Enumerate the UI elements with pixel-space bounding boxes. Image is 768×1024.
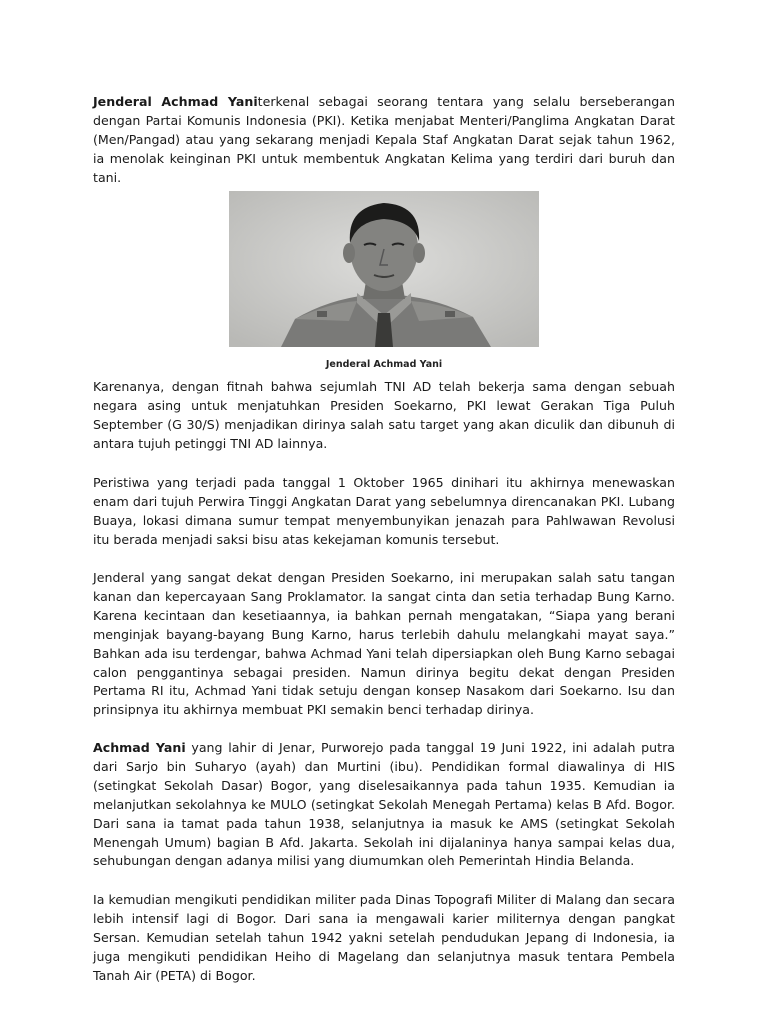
paragraph-4 bbox=[93, 739, 675, 871]
paragraph-5: Ia kemudian mengikuti pendidikan militer pada Dinas Topografi Militer di Malang dan secara lebih intensif lagi di Bogor. Dari sana ia mengawali karier militernya dengan pangkat Sersan. Kemudian setelah tahun 1942 yakni setelah pendudukan Jepang di Indonesia, ia juga mengikuti pendidikan Heiho di Magelang dan selanjutnya masuk tentara Pembela Tanah Air (PETA) di Bogor. bbox=[93, 892, 675, 983]
intro-lead-name: Jenderal Achmad Yani bbox=[93, 94, 258, 109]
paragraph-4-lead-name: Achmad Yani bbox=[93, 740, 186, 755]
paragraph-2: Peristiwa yang terjadi pada tanggal 1 Oktober 1965 dinihari itu akhirnya menewaskan enam dari tujuh Perwira Tinggi Angkatan Darat yang sebelumnya direncanakan PKI. Lubang Buaya, lokasi dimana sumur tempat menyembunyikan jenazah para Pahlwawan Revolusi itu berada menjadi saksi bisu atas kekejaman komunis tersebut. bbox=[93, 475, 675, 547]
paragraph-3: Jenderal yang sangat dekat dengan Presiden Soekarno, ini merupakan salah satu tangan kanan dan kepercayaan Sang Proklamator. Ia sangat cinta dan setia terhadap Bung Karno. Karena kecintaan dan kesetiaannya, ia bahkan pernah mengatakan, “Siapa yang berani menginjak bayang-bayang Bung Karno, harus terlebih dahulu melangkahi mayat saya.” Bahkan ada isu terdengar, bahwa Achmad Yani telah dipersiapkan oleh Bung Karno sebagai calon penggantinya sebagai presiden. Namun dirinya begitu dekat dengan Presiden Pertama RI itu, Achmad Yani tidak setuju dengan konsep Nasakom dari Soekarno. Isu dan prinsipnya itu akhirnya membuat PKI semakin benci terhadap dirinya. bbox=[93, 570, 675, 718]
portrait-photo bbox=[229, 191, 539, 347]
photo-caption: Jenderal Achmad Yani bbox=[325, 359, 443, 370]
intro-paragraph bbox=[93, 93, 675, 188]
portrait-image bbox=[229, 191, 539, 347]
intro-text: terkenal sebagai seorang tentara yang selalu berseberangan dengan Partai Komunis Indonesia (PKI). Ketika menjabat Menteri/Panglima Angkatan Darat (Men/Pangad) atau yang sekarang menjadi Kepala Staf Angkatan Darat sejak tahun 1962, ia menolak keinginan PKI untuk membentuk Angkatan Kelima yang terdiri dari buruh dan tani. bbox=[93, 94, 675, 185]
paragraph-1: Karenanya, dengan fitnah bahwa sejumlah TNI AD telah bekerja sama dengan sebuah negara asing untuk menjatuhkan Presiden Soekarno, PKI lewat Gerakan Tiga Puluh September (G 30/S) menjadikan dirinya salah satu target yang akan diculik dan dibunuh di antara tujuh petinggi TNI AD lainnya. bbox=[93, 379, 675, 451]
paragraph-4-text: yang lahir di Jenar, Purworejo pada tanggal 19 Juni 1922, ini adalah putra dari Sarjo bin Suharyo (ayah) dan Murtini (ibu). Pendidikan formal diawalinya di HIS (setingkat Sekolah Dasar) Bogor, yang diselesaikannya pada tahun 1935. Kemudian ia melanjutkan sekolahnya ke MULO (setingkat Sekolah Menegah Pertama) kelas B Afd. Bogor. Dari sana ia tamat pada tahun 1938, selanjutnya ia masuk ke AMS (setingkat Sekolah Menengah Umum) bagian B Afd. Jakarta. Sekolah ini dijalaninya hanya sampai kelas dua, sehubungan dengan adanya milisi yang diumumkan oleh Pemerintah Hindia Belanda. bbox=[93, 740, 675, 869]
